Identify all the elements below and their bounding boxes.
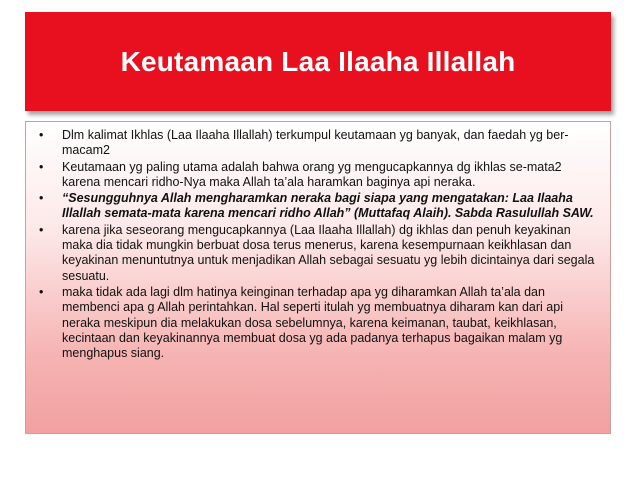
bullet-item-quote <box>38 191 600 222</box>
bullet-text: Dlm kalimat Ikhlas (Laa Ilaaha Illallah) terkumpul keutamaan yg banyak, dan faedah yg ber-macam2 <box>62 128 569 158</box>
bullet-item <box>38 128 600 159</box>
bullet-text: karena jika seseorang mengucapkannya (Laa Ilaaha Illallah) dg ikhlas dan penuh keyakinan maka dia tidak mungkin berbuat dosa terus menerus, karena kesempurnaan keikhlasan dan keyakinan menuntutnya untuk menjadikan Allah sebagai sesuatu yg lebih dicintainya dari segala sesuatu. <box>62 222 595 283</box>
bullet-icon: • <box>39 159 44 174</box>
bullet-text: maka tidak ada lagi dlm hatinya keinginan terhadap apa yg diharamkan Allah ta’ala dan membenci apa g Allah perintahkan. Hal seperti itulah yg membuatnya diharam kan dari api neraka meskipun dia melakukan dosa sebelumnya, karena keimanan, taubat, keikhlasan, kecintaan dan keyakinannya membuat dosa yg ada padanya terhapus bagaikan malam yg menghapus siang. <box>62 284 563 361</box>
title-banner <box>25 12 611 111</box>
content-panel <box>25 121 611 434</box>
bullet-text: Keutamaan yg paling utama adalah bahwa orang yg mengucapkannya dg ikhlas se-mata2 karena mencari ridho-Nya maka Allah ta’ala haramkan baginya api neraka. <box>62 159 562 189</box>
bullet-item <box>38 223 600 284</box>
bullet-icon: • <box>39 128 44 142</box>
bullet-item <box>38 285 600 361</box>
bullet-icon: • <box>39 191 44 206</box>
bullet-text: “Sesungguhnya Allah mengharamkan neraka bagi siapa yang mengatakan: Laa Ilaaha Illallah semata-mata karena mencari ridho Allah” (Muttafaq Alaih). Sabda Rasulullah SAW. <box>62 191 594 221</box>
slide-title: Keutamaan Laa Ilaaha Illallah <box>120 45 516 77</box>
bullet-item <box>38 160 600 191</box>
bullet-icon: • <box>39 284 44 299</box>
bullet-icon: • <box>39 222 44 237</box>
bullet-list <box>26 122 610 361</box>
